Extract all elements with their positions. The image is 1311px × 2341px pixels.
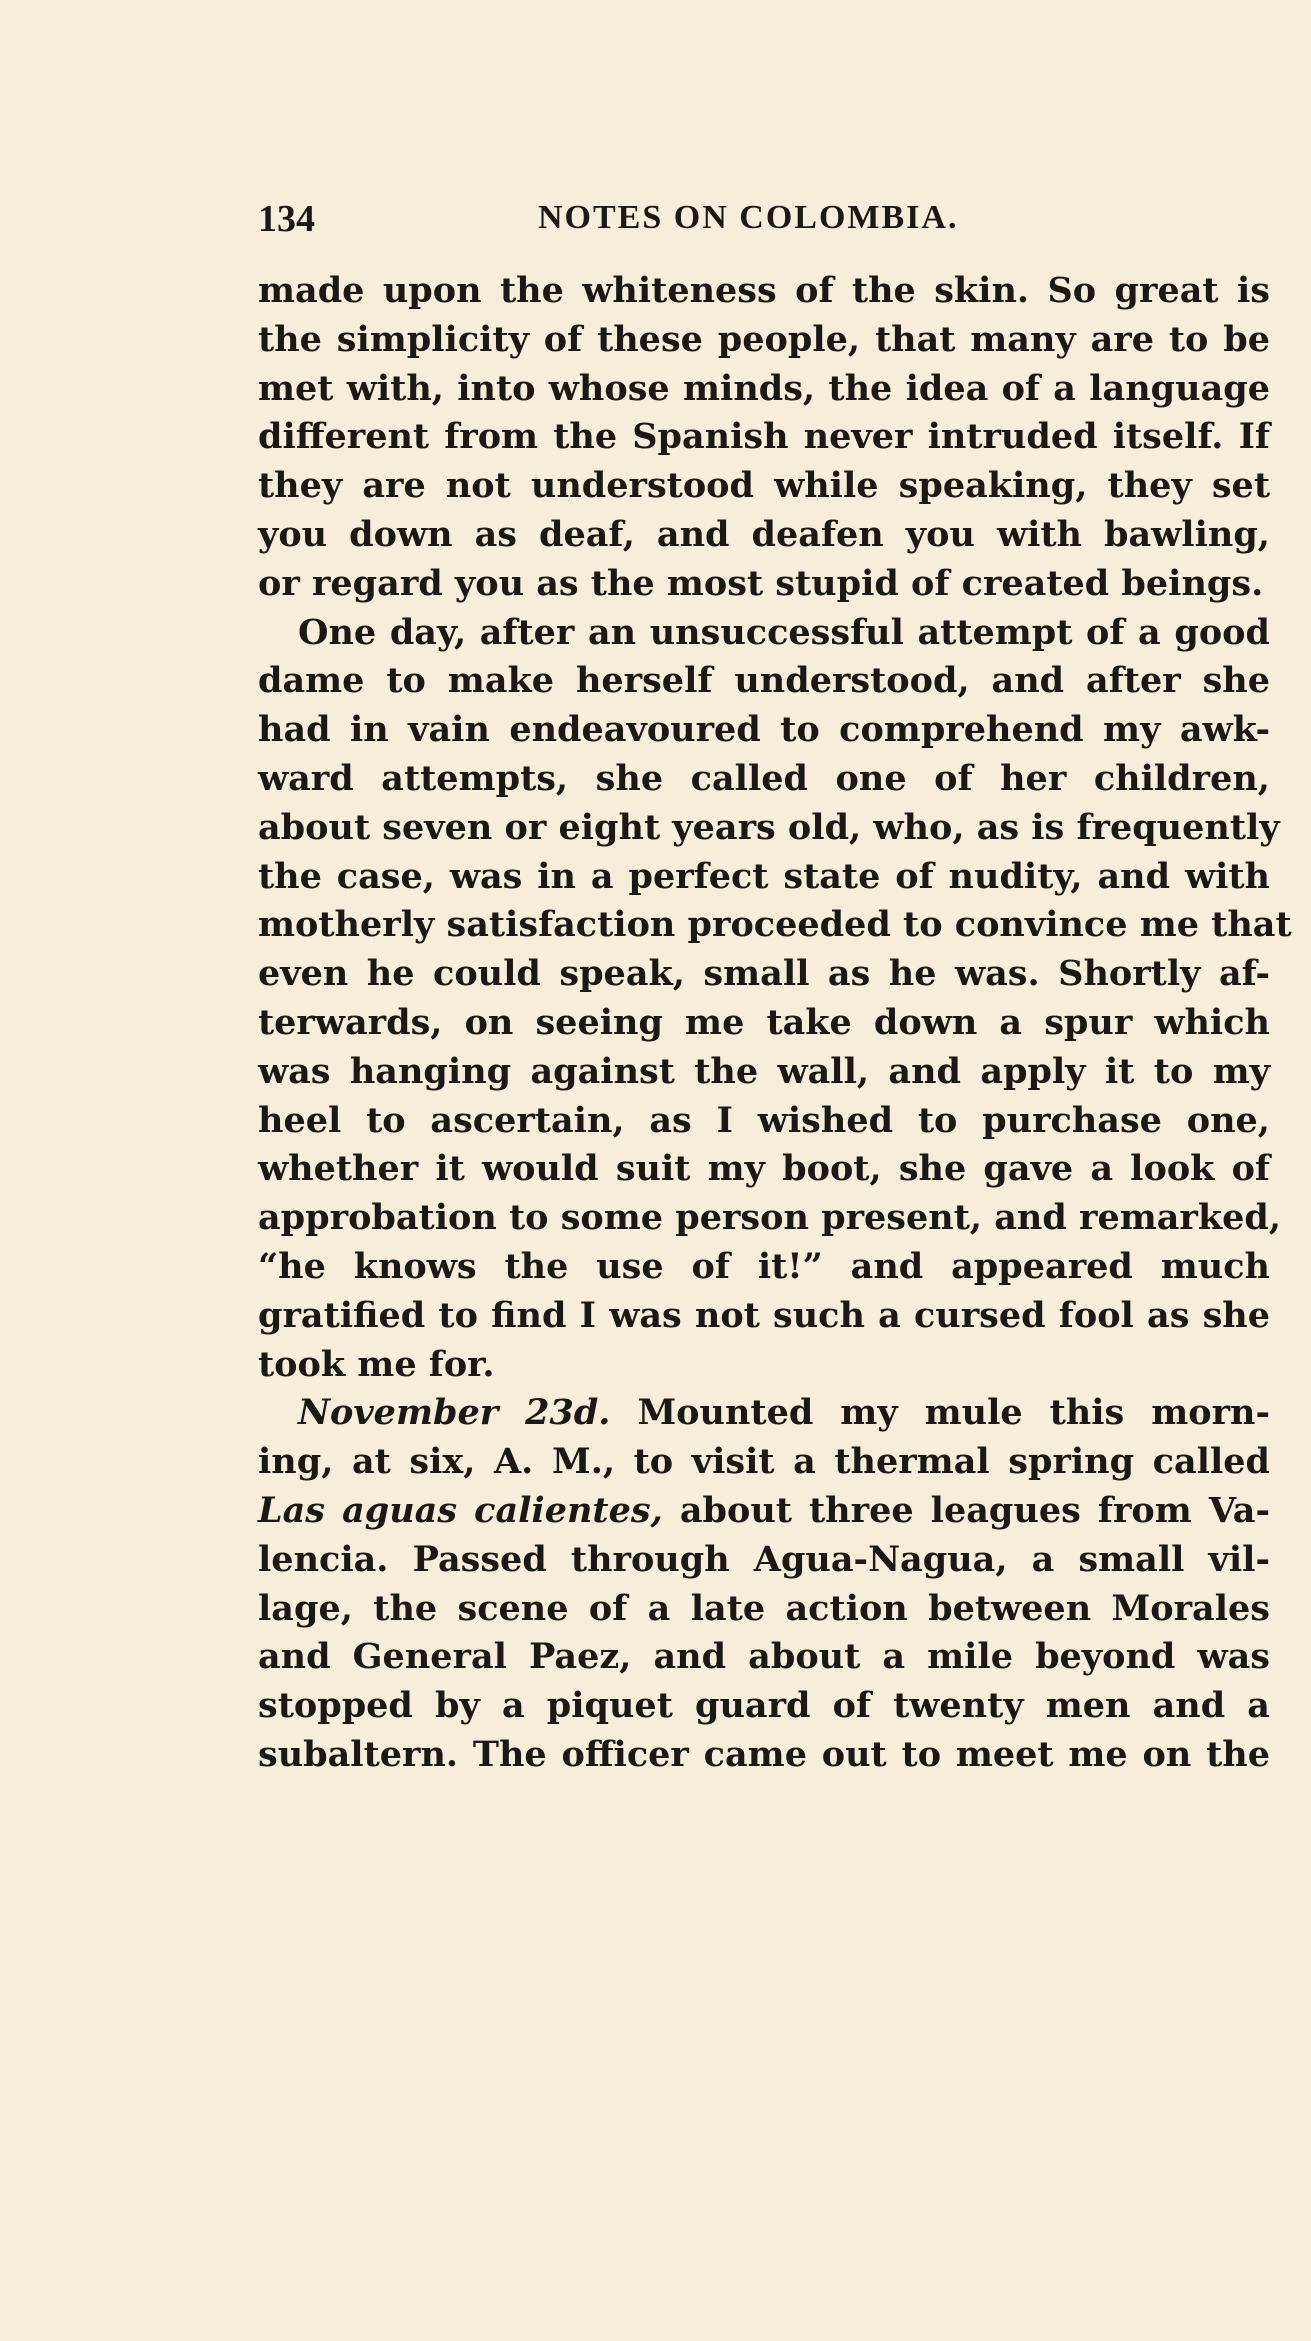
text-line: the case, was in a perfect state of nudity, and with bbox=[258, 855, 1270, 897]
text-line: subaltern. The officer came out to meet me on the bbox=[258, 1733, 1270, 1775]
page-number: 134 bbox=[258, 198, 315, 240]
line-rest: about three leagues from Va- bbox=[662, 1489, 1270, 1531]
text-line: different from the Spanish never intruded itself. If bbox=[258, 416, 1270, 458]
text-line: and General Paez, and about a mile beyond was bbox=[258, 1636, 1270, 1678]
text-line: stopped by a piquet guard of twenty men and a bbox=[258, 1685, 1270, 1727]
text-line: or regard you as the most stupid of created beings. bbox=[258, 562, 1264, 604]
text-line: dame to make herself understood, and after she bbox=[258, 660, 1270, 702]
text-line-place bbox=[258, 1487, 1270, 1536]
text-line: whether it would suit my boot, she gave a look of bbox=[258, 1148, 1270, 1190]
text-line: was hanging against the wall, and apply it to my bbox=[258, 1050, 1270, 1092]
text-line: motherly satisfaction proceeded to convince me that bbox=[258, 904, 1292, 946]
page-header bbox=[258, 197, 1270, 247]
body-text bbox=[258, 267, 1292, 1780]
text-line: ward attempts, she called one of her children, bbox=[258, 757, 1270, 799]
text-line: One day, after an unsuccessful attempt of a good bbox=[298, 611, 1270, 653]
text-line: gratified to find I was not such a cursed fool as she bbox=[258, 1294, 1270, 1336]
text-line: approbation to some person present, and remarked, bbox=[258, 1197, 1282, 1239]
text-line: met with, into whose minds, the idea of a language bbox=[258, 367, 1270, 409]
text-line: even he could speak, small as he was. Shortly af- bbox=[258, 953, 1270, 995]
date-italic: November 23d. bbox=[298, 1392, 611, 1434]
text-line: ing, at six, A. M., to visit a thermal spring called bbox=[258, 1441, 1270, 1483]
text-line: they are not understood while speaking, they set bbox=[258, 465, 1270, 507]
text-line: took me for. bbox=[258, 1343, 495, 1385]
text-line: terwards, on seeing me take down a spur which bbox=[258, 1001, 1270, 1043]
place-italic: Las aguas calientes, bbox=[258, 1489, 663, 1531]
text-line: lencia. Passed through Agua-Nagua, a small vil- bbox=[258, 1538, 1270, 1580]
text-line: the simplicity of these people, that many are to be bbox=[258, 318, 1270, 360]
text-line: lage, the scene of a late action between Morales bbox=[258, 1587, 1270, 1629]
text-line-dated bbox=[258, 1389, 1270, 1438]
line-rest: Mounted my mule this morn- bbox=[610, 1392, 1270, 1434]
text-line: “he knows the use of it!” and appeared much bbox=[258, 1245, 1270, 1287]
text-line: heel to ascertain, as I wished to purchase one, bbox=[258, 1099, 1270, 1141]
text-line: about seven or eight years old, who, as is frequently bbox=[258, 806, 1280, 848]
text-line: had in vain endeavoured to comprehend my awk- bbox=[258, 709, 1270, 751]
text-line: you down as deaf, and deafen you with bawling, bbox=[258, 513, 1270, 555]
running-head: NOTES ON COLOMBIA. bbox=[538, 199, 959, 236]
text-line: made upon the whiteness of the skin. So great is bbox=[258, 270, 1270, 311]
